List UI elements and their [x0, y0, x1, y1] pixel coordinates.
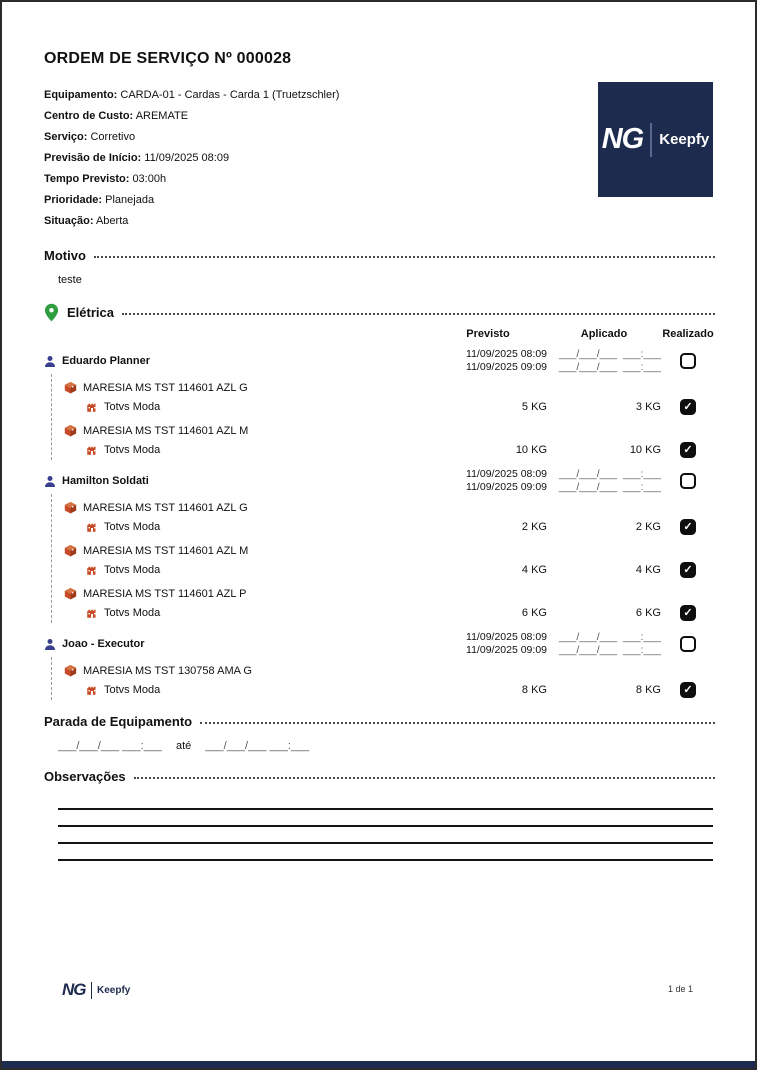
- worker-name: Eduardo Planner: [62, 355, 151, 367]
- worker-block: [44, 631, 715, 700]
- previsto-value: 4 KG: [521, 564, 547, 576]
- aplicado-blanks: ___/___/___ ___:___ ___/___/___ ___:___: [558, 468, 661, 493]
- package-icon: [64, 544, 77, 557]
- aplicado-value: 3 KG: [635, 401, 661, 413]
- company-name: Totvs Moda: [104, 564, 161, 576]
- sector-heading: [44, 303, 715, 322]
- field-value: AREMATE: [135, 110, 189, 122]
- logo-divider: [91, 982, 93, 999]
- field-value: 03:00h: [132, 173, 167, 185]
- realizado-checkbox[interactable]: [680, 353, 696, 369]
- field-centro-de-custo: [44, 106, 564, 127]
- previsto-value: 10 KG: [515, 444, 547, 456]
- item-row: [52, 657, 715, 677]
- company-name: Totvs Moda: [104, 401, 161, 413]
- parada-heading: [44, 714, 715, 729]
- factory-icon: [86, 684, 98, 696]
- footer-accent-bar: [2, 1061, 755, 1068]
- worker-items: [51, 374, 715, 460]
- field-situacao: [44, 211, 564, 232]
- observacoes-heading: [44, 769, 715, 784]
- page-number: 1 de 1: [667, 984, 693, 994]
- previsto-dates: 11/09/2025 08:09 11/09/2025 09:09: [466, 468, 547, 493]
- realizado-checkbox[interactable]: [680, 442, 696, 458]
- dotted-rule: [122, 313, 715, 315]
- field-servico: [44, 127, 564, 148]
- aplicado-value: 4 KG: [635, 564, 661, 576]
- motivo-label: Motivo: [44, 248, 86, 263]
- realizado-checkbox[interactable]: [680, 562, 696, 578]
- worker-row: [44, 631, 715, 657]
- parada-label: Parada de Equipamento: [44, 714, 193, 729]
- aplicado-blanks: ___/___/___ ___:___ ___/___/___ ___:___: [558, 348, 661, 373]
- worker-block: [44, 348, 715, 460]
- ng-logo-mark: NG: [62, 980, 86, 999]
- field-previsao-inicio: [44, 148, 564, 169]
- previsto-value: 8 KG: [521, 684, 547, 696]
- previsto-value: 6 KG: [521, 607, 547, 619]
- item-row: [52, 417, 715, 437]
- field-label: Previsão de Início:: [44, 152, 142, 164]
- previsto-value: 2 KG: [521, 521, 547, 533]
- aplicado-blanks: ___/___/___ ___:___ ___/___/___ ___:___: [558, 631, 661, 656]
- factory-icon: [86, 401, 98, 413]
- aplicado-value: 2 KG: [635, 521, 661, 533]
- previsto-dates: 11/09/2025 08:09 11/09/2025 09:09: [466, 348, 547, 373]
- field-label: Equipamento:: [44, 89, 118, 101]
- observacoes-writing-line: [58, 808, 713, 810]
- company-row: [52, 682, 715, 700]
- realizado-checkbox[interactable]: [680, 519, 696, 535]
- observacoes-writing-line: [58, 842, 713, 844]
- person-icon: [44, 475, 56, 488]
- location-pin-icon: [44, 303, 59, 322]
- item-name: MARESIA MS TST 114601 AZL G: [83, 381, 248, 394]
- factory-icon: [86, 521, 98, 533]
- company-name: Totvs Moda: [104, 684, 161, 696]
- factory-icon: [86, 607, 98, 619]
- worker-items: [51, 494, 715, 623]
- field-value: 11/09/2025 08:09: [144, 152, 230, 164]
- observacoes-writing-line: [58, 825, 713, 827]
- observacoes-label: Observações: [44, 769, 126, 784]
- package-icon: [64, 501, 77, 514]
- item-row: [52, 374, 715, 394]
- parada-blank-start: ___/___/___ ___:___: [58, 740, 162, 752]
- package-icon: [64, 664, 77, 677]
- field-label: Prioridade:: [44, 194, 103, 206]
- field-prioridade: [44, 190, 564, 211]
- company-name: Totvs Moda: [104, 521, 161, 533]
- package-icon: [64, 587, 77, 600]
- worker-row: [44, 468, 715, 494]
- realizado-checkbox[interactable]: [680, 682, 696, 698]
- realizado-checkbox[interactable]: [680, 605, 696, 621]
- field-label: Tempo Previsto:: [44, 173, 130, 185]
- observacoes-writing-line: [58, 859, 713, 861]
- item-row: [52, 494, 715, 514]
- column-previsto: Previsto: [466, 328, 510, 340]
- worker-block: [44, 468, 715, 623]
- field-label: Situação:: [44, 215, 94, 227]
- company-name: Totvs Moda: [104, 444, 161, 456]
- realizado-checkbox[interactable]: [680, 399, 696, 415]
- dotted-rule: [94, 256, 715, 258]
- company-row: [52, 442, 715, 460]
- person-icon: [44, 355, 56, 368]
- ng-logo-mark: NG: [601, 123, 644, 155]
- column-aplicado: Aplicado: [580, 328, 628, 340]
- factory-icon: [86, 564, 98, 576]
- aplicado-value: 10 KG: [629, 444, 661, 456]
- dotted-rule: [134, 777, 715, 779]
- company-row: [52, 399, 715, 417]
- item-name: MARESIA MS TST 114601 AZL P: [83, 587, 247, 600]
- footer-logo: [62, 980, 130, 1000]
- dotted-rule: [200, 722, 715, 724]
- worker-name: Hamilton Soldati: [62, 475, 149, 487]
- worker-items: [51, 657, 715, 700]
- item-name: MARESIA MS TST 130758 AMA G: [83, 664, 252, 677]
- field-label: Serviço:: [44, 131, 88, 143]
- factory-icon: [86, 444, 98, 456]
- parada-blank-end: ___/___/___ ___:___: [205, 740, 310, 752]
- person-icon: [44, 638, 56, 651]
- parada-separator: até: [176, 740, 192, 752]
- parada-blanks: [58, 740, 715, 752]
- field-value: Planejada: [105, 194, 155, 206]
- worker-row: [44, 348, 715, 374]
- logo-divider: [650, 123, 652, 157]
- field-equipamento: [44, 85, 564, 106]
- field-value: Corretivo: [90, 131, 136, 143]
- package-icon: [64, 381, 77, 394]
- sector-label: Elétrica: [67, 305, 114, 320]
- previsto-value: 5 KG: [521, 401, 547, 413]
- company-logo: [598, 82, 713, 197]
- motivo-heading: [44, 248, 715, 263]
- item-row: [52, 537, 715, 557]
- keepfy-logo-text: Keepfy: [659, 131, 710, 148]
- motivo-text: teste: [58, 274, 82, 286]
- company-name: Totvs Moda: [104, 607, 161, 619]
- column-realizado: Realizado: [662, 328, 714, 340]
- realizado-checkbox[interactable]: [680, 473, 696, 489]
- item-name: MARESIA MS TST 114601 AZL G: [83, 501, 248, 514]
- field-value: Aberta: [95, 215, 129, 227]
- info-fields: [44, 85, 564, 232]
- aplicado-value: 6 KG: [635, 607, 661, 619]
- worker-name: Joao - Executor: [62, 638, 145, 650]
- field-value: CARDA-01 - Cardas - Carda 1 (Truetzschler): [120, 89, 340, 101]
- company-row: [52, 519, 715, 537]
- item-row: [52, 580, 715, 600]
- package-icon: [64, 424, 77, 437]
- company-row: [52, 605, 715, 623]
- company-row: [52, 562, 715, 580]
- keepfy-logo-text: Keepfy: [97, 984, 131, 996]
- realizado-checkbox[interactable]: [680, 636, 696, 652]
- field-label: Centro de Custo:: [44, 110, 134, 122]
- page-title: ORDEM DE SERVIÇO Nº 000028: [44, 50, 292, 67]
- columns-header: [44, 328, 715, 340]
- field-tempo-previsto: [44, 169, 564, 190]
- aplicado-value: 8 KG: [635, 684, 661, 696]
- previsto-dates: 11/09/2025 08:09 11/09/2025 09:09: [466, 631, 547, 656]
- item-name: MARESIA MS TST 114601 AZL M: [83, 544, 249, 557]
- item-name: MARESIA MS TST 114601 AZL M: [83, 424, 249, 437]
